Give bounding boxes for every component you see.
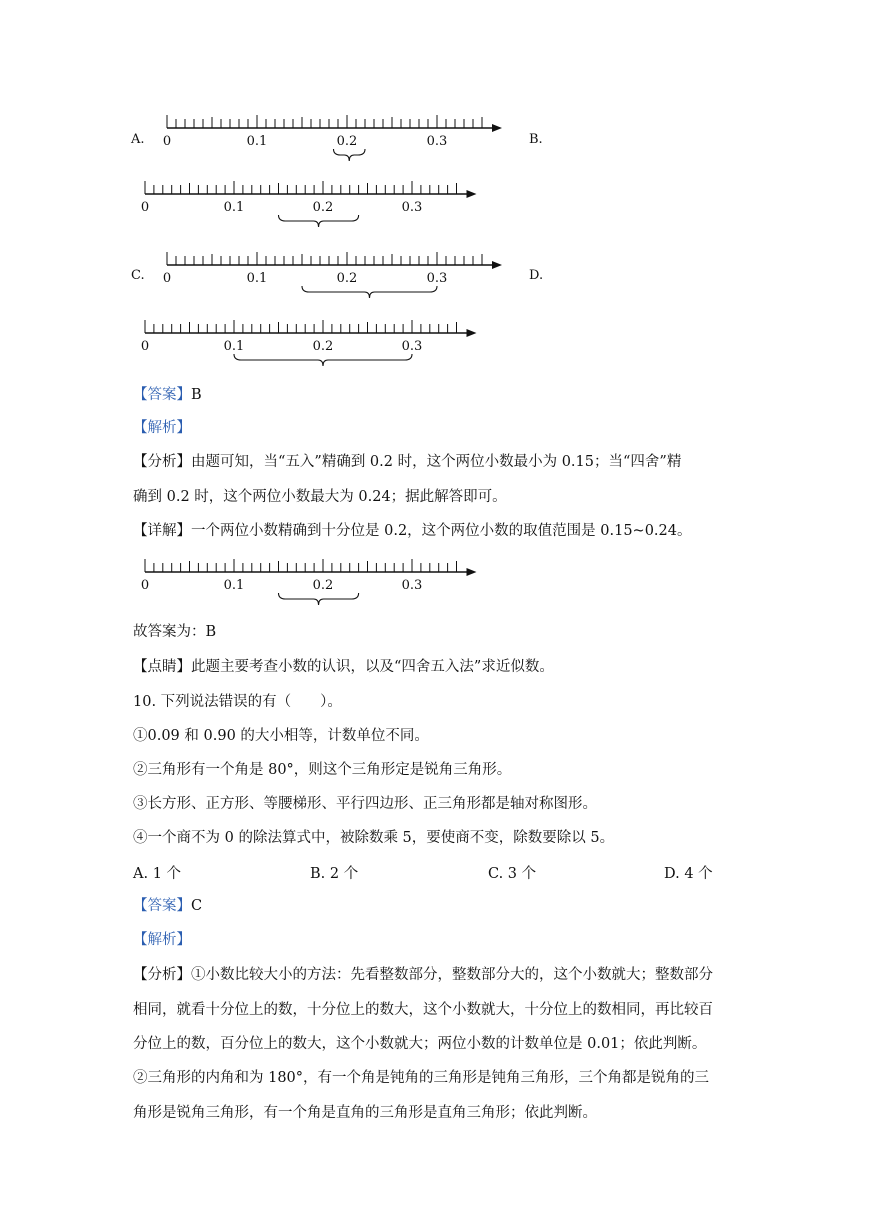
option-b-letter: B. [529, 132, 543, 147]
tick-label: 0.2 [336, 271, 358, 286]
number-line-d [141, 320, 477, 366]
number-line-b [141, 181, 477, 227]
tick-label: 0.1 [223, 200, 245, 215]
tick-label: 0.2 [312, 578, 334, 593]
tick-label: 0 [140, 339, 150, 354]
option-c-letter: C. [131, 268, 145, 283]
q9-analysis-tag: 【解析】 [133, 420, 191, 436]
number-line-c [163, 252, 502, 298]
axis-arrow [467, 190, 477, 198]
q9-fenxi-line1: 【分析】由题可知，当“五入”精确到 0.2 时，这个两位小数最小为 0.15；当“四舍”精 [133, 454, 682, 470]
tick-label: 0.3 [426, 271, 448, 286]
q9-fenxi-line2: 确到 0.2 时，这个两位小数最大为 0.24；据此解答即可。 [133, 489, 507, 505]
tick-label: 0.2 [312, 339, 334, 354]
dianjing-tag: 【点睛】 [133, 659, 191, 675]
tick-label: 0.2 [312, 200, 334, 215]
range-brace [234, 354, 412, 366]
option-a-letter: A. [131, 132, 145, 147]
axis-arrow [492, 261, 502, 269]
q9-final-answer: 故答案为：B [133, 624, 217, 640]
fenxi-tag: 【分析】 [133, 454, 191, 470]
tick-label: 0.3 [401, 339, 423, 354]
xiangjie-tag: 【详解】 [133, 523, 191, 539]
answer-value: B [191, 387, 202, 403]
tick-label: 0.1 [246, 134, 268, 149]
q10-answer [133, 896, 202, 916]
tick-label: 0.3 [401, 200, 423, 215]
tick-label: 0 [162, 134, 172, 149]
answer-tag: 【答案】 [133, 387, 191, 403]
number-line-a [163, 115, 502, 161]
q10-statement-2: ②三角形有一个角是 80°，则这个三角形定是锐角三角形。 [133, 762, 512, 778]
option-d-letter: D. [529, 268, 544, 283]
q10-fenxi-line2: 相同，就看十分位上的数，十分位上的数大，这个小数就大，十分位上的数相同，再比较百 [133, 1002, 713, 1018]
q9-xiangjie: 【详解】一个两位小数精确到十分位是 0.2，这个两位小数的取值范围是 0.15~0.24。 [133, 523, 692, 539]
q10-fenxi-line1: 【分析】①小数比较大小的方法：先看整数部分，整数部分大的，这个小数就大；整数部分 [133, 967, 713, 983]
q10-fenxi-line4: ②三角形的内角和为 180°，有一个角是钝角的三角形是钝角三角形，三个角都是锐角的三 [133, 1070, 710, 1086]
q10-statement-3: ③长方形、正方形、等腰梯形、平行四边形、正三角形都是轴对称图形。 [133, 796, 597, 812]
answer-value: C [191, 898, 203, 914]
q10-choice-b: B. 2 个 [310, 866, 359, 882]
q9-dianjing: 【点睛】此题主要考查小数的认识，以及“四舍五入法”求近似数。 [133, 659, 554, 675]
q10-stem: 10. 下列说法错误的有（ ）。 [133, 694, 342, 710]
tick-label: 0 [162, 271, 172, 286]
q10-choice-c: C. 3 个 [488, 866, 537, 882]
tick-label: 0 [140, 200, 150, 215]
tick-label: 0.2 [336, 134, 358, 149]
range-brace [279, 593, 359, 605]
q10-fenxi-line3: 分位上的数，百分位上的数大，这个小数就大；两位小数的计数单位是 0.01；依此判断。 [133, 1036, 707, 1052]
tick-label: 0.3 [426, 134, 448, 149]
axis-arrow [467, 329, 477, 337]
number-line-solution [141, 559, 477, 605]
range-brace [279, 215, 359, 227]
tick-label: 0.1 [223, 578, 245, 593]
answer-tag: 【答案】 [133, 898, 191, 914]
tick-label: 0.1 [246, 271, 268, 286]
q10-statement-1: ①0.09 和 0.90 的大小相等，计数单位不同。 [133, 728, 429, 744]
q10-choice-d: D. 4 个 [664, 866, 713, 882]
axis-arrow [467, 568, 477, 576]
q10-statement-4: ④一个商不为 0 的除法算式中，被除数乘 5，要使商不变，除数要除以 5。 [133, 830, 615, 846]
q10-analysis-tag: 【解析】 [133, 932, 191, 948]
q10-fenxi-line5: 角形是锐角三角形，有一个角是直角的三角形是直角三角形；依此判断。 [133, 1105, 597, 1121]
tick-label: 0.1 [223, 339, 245, 354]
axis-arrow [492, 124, 502, 132]
q9-answer [133, 385, 202, 405]
tick-label: 0.3 [401, 578, 423, 593]
range-brace [302, 286, 437, 298]
range-brace [334, 149, 366, 161]
fenxi-tag: 【分析】 [133, 967, 191, 983]
q10-choice-a: A. 1 个 [133, 866, 182, 882]
tick-label: 0 [140, 578, 150, 593]
